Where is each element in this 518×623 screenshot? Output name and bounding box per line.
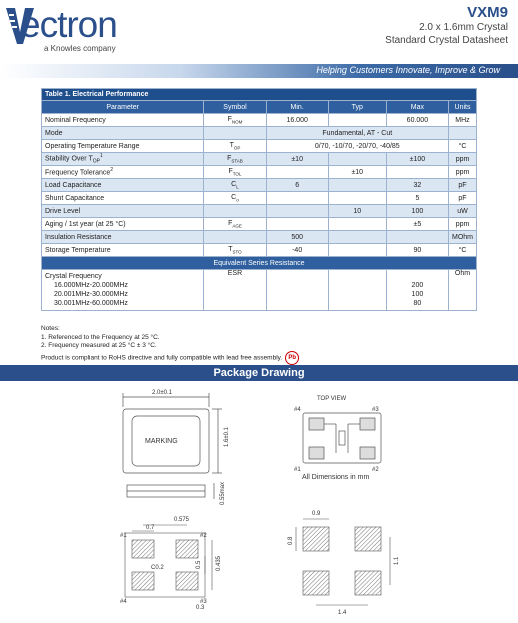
units-cell xyxy=(449,127,477,140)
min-cell: -40 xyxy=(266,244,328,257)
outline-drawing xyxy=(123,393,222,499)
pin-2-bottom: #2 xyxy=(200,533,207,539)
symbol-cell: $C_o$ xyxy=(204,192,266,205)
esr-range-1: 16.000MHz-20.000MHz xyxy=(54,282,128,289)
pin-1-top: #1 xyxy=(294,467,301,473)
symbol-cell: $F_{TOL}$ xyxy=(204,166,266,179)
param-cell: Shunt Capacitance xyxy=(42,192,204,205)
units-cell: uW xyxy=(449,205,477,218)
symbol-cell xyxy=(204,127,266,140)
dim-thickness: 0.55max xyxy=(220,481,226,505)
dim-height: 1.6±0.1 xyxy=(224,427,230,447)
units-cell: pF xyxy=(449,192,477,205)
min-cell: ±10 xyxy=(266,153,328,166)
col-parameter: Parameter xyxy=(42,101,204,114)
table-header-row xyxy=(42,101,477,114)
vectron-logo xyxy=(6,4,141,56)
package-drawing-title: Package Drawing xyxy=(0,365,518,381)
units-cell: MHz xyxy=(449,114,477,127)
symbol-cell xyxy=(204,231,266,244)
esr-symbol: ESR xyxy=(204,270,266,311)
param-cell: Operating Temperature Range xyxy=(42,140,204,153)
max-cell xyxy=(386,231,448,244)
min-cell xyxy=(266,192,328,205)
typ-cell xyxy=(328,153,386,166)
table-body xyxy=(42,114,477,257)
span-value-cell: 0/70, -10/70, -20/70, -40/85 xyxy=(266,140,448,153)
symbol-cell xyxy=(204,205,266,218)
typ-cell xyxy=(328,179,386,192)
min-cell: 16.000 xyxy=(266,114,328,127)
dim-land-h: 0.8 xyxy=(288,536,294,545)
param-cell: Insulation Resistance xyxy=(42,231,204,244)
esr-value-2: 100 xyxy=(411,291,424,298)
symbol-cell: $F_{NOM}$ xyxy=(204,114,266,127)
dim-gap: 0.435 xyxy=(216,555,222,571)
dim-pad-h: 0.5 xyxy=(196,560,202,569)
dim-land-w: 0.9 xyxy=(312,511,321,517)
all-dims-label: All Dimensions in mm xyxy=(302,474,370,481)
logo-text: ectron xyxy=(20,4,117,45)
units-cell: ppm xyxy=(449,218,477,231)
esr-parameter-cell xyxy=(42,270,204,311)
typ-cell xyxy=(328,114,386,127)
esr-value-3: 80 xyxy=(413,300,422,307)
dim-land-gap: 1.1 xyxy=(394,556,400,565)
table-row xyxy=(42,127,477,140)
table-row xyxy=(42,179,477,192)
pin-4-bottom: #4 xyxy=(120,599,127,605)
package-drawings xyxy=(0,385,518,618)
col-units: Units xyxy=(449,101,477,114)
typ-cell xyxy=(328,231,386,244)
param-cell: Nominal Frequency xyxy=(42,114,204,127)
param-cell: Frequency Tolerance$^2$ xyxy=(42,166,204,179)
max-cell xyxy=(386,166,448,179)
table-row xyxy=(42,153,477,166)
table-row xyxy=(42,231,477,244)
electrical-performance-table xyxy=(41,88,477,311)
max-cell: ±5 xyxy=(386,218,448,231)
symbol-cell: $F_{AGE}$ xyxy=(204,218,266,231)
col-max: Max xyxy=(386,101,448,114)
slogan-band xyxy=(0,64,518,78)
pb-free-icon: Pb xyxy=(285,351,299,365)
esr-units: Ohm xyxy=(449,270,477,311)
units-cell: ppm xyxy=(449,153,477,166)
param-cell: Drive Level xyxy=(42,205,204,218)
note-2: 2. Frequency measured at 25 °C ± 3 °C. xyxy=(41,342,157,349)
notes-title: Notes: xyxy=(41,325,60,332)
pin-3-bottom: #3 xyxy=(200,599,207,605)
pin-2-top: #2 xyxy=(372,467,379,473)
top-view-label: TOP VIEW xyxy=(317,396,347,402)
min-cell xyxy=(266,205,328,218)
max-cell: ±100 xyxy=(386,153,448,166)
table-row xyxy=(42,166,477,179)
esr-typ xyxy=(328,270,386,311)
max-cell: 90 xyxy=(386,244,448,257)
notes xyxy=(41,325,299,365)
part-number: VXM9 xyxy=(467,4,508,21)
units-cell: °C xyxy=(449,140,477,153)
pin-4-top: #4 xyxy=(294,407,301,413)
max-cell: 32 xyxy=(386,179,448,192)
dim-pad-w: 0.7 xyxy=(146,525,155,531)
esr-range-2: 20.001MHz-30.000MHz xyxy=(54,291,128,298)
typ-cell: ±10 xyxy=(328,166,386,179)
top-view-drawing xyxy=(303,413,381,463)
units-cell: ppm xyxy=(449,166,477,179)
table-row xyxy=(42,218,477,231)
esr-max-cell xyxy=(386,270,448,311)
col-symbol: Symbol xyxy=(204,101,266,114)
param-cell: Stability Over $T_{OP}^1$ xyxy=(42,153,204,166)
slogan: Helping Customers Innovate, Improve & Grow xyxy=(316,65,500,75)
min-cell xyxy=(266,218,328,231)
dim-width: 2.0±0.1 xyxy=(152,390,172,396)
symbol-cell: $F_{STAB}$ xyxy=(204,153,266,166)
esr-header: Equivalent Series Resistance xyxy=(42,257,477,270)
units-cell: pF xyxy=(449,179,477,192)
package-drawing-svg xyxy=(0,385,518,618)
typ-cell: 10 xyxy=(328,205,386,218)
table-row xyxy=(42,244,477,257)
dim-pad-pitch: 0.3 xyxy=(196,605,205,611)
land-pattern-drawing xyxy=(296,519,390,605)
table-row xyxy=(42,192,477,205)
esr-range-3: 30.001MHz-60.000MHz xyxy=(54,300,128,307)
pin-3-top: #3 xyxy=(372,407,379,413)
esr-value-1: 200 xyxy=(411,282,424,289)
max-cell: 100 xyxy=(386,205,448,218)
pin-1-bottom: #1 xyxy=(120,533,127,539)
table-row xyxy=(42,140,477,153)
symbol-cell: $T_{OP}$ xyxy=(204,140,266,153)
table-title: Table 1. Electrical Performance xyxy=(42,89,477,101)
rohs-text: Product is compliant to RoHS directive and fully compatible with lead free assembly. xyxy=(41,354,283,362)
param-cell: Load Capacitance xyxy=(42,179,204,192)
title-block xyxy=(385,4,508,47)
units-cell: °C xyxy=(449,244,477,257)
min-cell xyxy=(266,166,328,179)
marking-label: MARKING xyxy=(145,438,178,445)
typ-cell xyxy=(328,244,386,257)
note-1: 1. Referenced to the Frequency at 25 °C. xyxy=(41,333,160,341)
esr-min xyxy=(266,270,328,311)
subtitle-line-2: Standard Crystal Datasheet xyxy=(385,35,508,46)
rohs-line xyxy=(41,351,299,365)
symbol-cell: $T_{STO}$ xyxy=(204,244,266,257)
dim-land-span: 1.4 xyxy=(338,610,347,616)
param-cell: Mode xyxy=(42,127,204,140)
col-min: Min. xyxy=(266,101,328,114)
col-typ: Typ xyxy=(328,101,386,114)
min-cell: 6 xyxy=(266,179,328,192)
subtitle-line-1: 2.0 x 1.6mm Crystal xyxy=(419,22,508,33)
symbol-cell: $C_L$ xyxy=(204,179,266,192)
table-row xyxy=(42,205,477,218)
param-cell: Storage Temperature xyxy=(42,244,204,257)
esr-row xyxy=(42,270,477,311)
dim-pitch: 0.575 xyxy=(174,517,190,523)
typ-cell xyxy=(328,192,386,205)
max-cell: 5 xyxy=(386,192,448,205)
max-cell: 60.000 xyxy=(386,114,448,127)
table-row xyxy=(42,114,477,127)
span-value-cell: Fundamental, AT - Cut xyxy=(266,127,448,140)
param-cell: Aging / 1st year (at 25 °C) xyxy=(42,218,204,231)
min-cell: 500 xyxy=(266,231,328,244)
header xyxy=(0,0,518,62)
typ-cell xyxy=(328,218,386,231)
units-cell: MOhm xyxy=(449,231,477,244)
logo-tagline: a Knowles company xyxy=(44,44,116,53)
esr-param-label: Crystal Frequency xyxy=(45,273,102,280)
dim-c02: C0.2 xyxy=(151,565,164,571)
